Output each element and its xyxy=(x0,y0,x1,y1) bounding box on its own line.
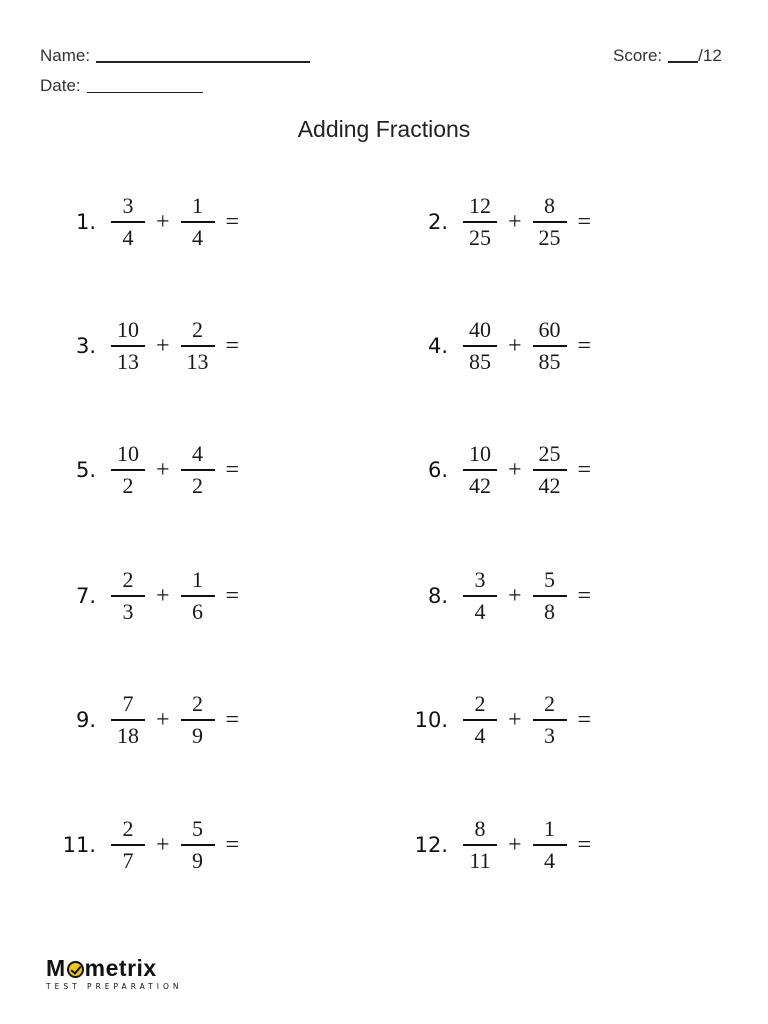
plus-sign: + xyxy=(508,456,522,483)
plus-sign: + xyxy=(508,706,522,733)
problem-11 xyxy=(40,815,247,875)
numerator: 40 xyxy=(469,317,491,343)
numerator: 3 xyxy=(122,193,134,219)
numerator: 8 xyxy=(544,193,556,219)
denominator: 85 xyxy=(538,348,561,374)
fraction-b xyxy=(530,441,570,499)
fraction-b xyxy=(178,317,218,375)
fraction-b xyxy=(178,567,218,625)
fraction-bar xyxy=(111,595,145,597)
fraction-a xyxy=(460,193,500,251)
fraction-bar xyxy=(111,345,145,347)
fraction-a xyxy=(460,691,500,749)
problem-7 xyxy=(40,566,247,626)
header-fields xyxy=(40,36,310,96)
problem-5 xyxy=(40,440,247,500)
denominator: 13 xyxy=(117,348,139,374)
equals-sign: = xyxy=(577,582,592,609)
plus-sign: + xyxy=(156,332,170,359)
fraction-bar xyxy=(181,469,215,471)
numerator: 2 xyxy=(474,691,486,717)
fraction-bar xyxy=(111,221,145,223)
fraction-bar xyxy=(463,469,497,471)
fraction-a xyxy=(460,441,500,499)
fraction-a xyxy=(108,691,148,749)
fraction-b xyxy=(530,816,570,874)
numerator: 4 xyxy=(192,441,204,467)
problem-number: 10. xyxy=(414,708,448,732)
numerator: 5 xyxy=(544,567,556,593)
fraction-bar xyxy=(111,469,145,471)
numerator: 10 xyxy=(117,441,139,467)
date-label: Date: xyxy=(40,76,81,95)
denominator: 4 xyxy=(474,598,486,624)
fraction-bar xyxy=(533,595,567,597)
date-blank-line xyxy=(87,92,203,93)
equals-sign: = xyxy=(577,456,592,483)
score-blank-line xyxy=(668,61,698,63)
problem-number: 5. xyxy=(75,458,96,482)
fraction-bar xyxy=(463,221,497,223)
fraction-bar xyxy=(463,844,497,846)
page-title: Adding Fractions xyxy=(297,116,471,142)
denominator: 4 xyxy=(122,224,134,250)
fraction-bar xyxy=(533,844,567,846)
fraction-b xyxy=(178,441,218,499)
fraction-bar xyxy=(111,844,145,846)
fraction-bar xyxy=(463,719,497,721)
fraction-bar xyxy=(533,469,567,471)
numerator: 10 xyxy=(469,441,491,467)
denominator: 6 xyxy=(192,598,204,624)
fraction-a xyxy=(460,317,500,375)
fraction-b xyxy=(530,691,570,749)
fraction-bar xyxy=(181,345,215,347)
denominator: 7 xyxy=(122,847,134,873)
denominator: 9 xyxy=(192,722,204,748)
numerator: 3 xyxy=(474,567,486,593)
fraction-b xyxy=(530,317,570,375)
date-row xyxy=(40,66,310,96)
name-blank-line xyxy=(96,61,310,63)
fraction-bar xyxy=(533,345,567,347)
problem-3 xyxy=(40,316,247,376)
denominator: 4 xyxy=(192,224,204,250)
equals-sign: = xyxy=(577,332,592,359)
problem-9 xyxy=(40,690,247,750)
problem-number: 11. xyxy=(62,833,96,857)
fraction-a xyxy=(460,816,500,874)
denominator: 13 xyxy=(186,348,209,374)
fraction-b xyxy=(178,816,218,874)
denominator: 2 xyxy=(192,472,204,498)
denominator: 3 xyxy=(544,722,556,748)
problem-1 xyxy=(40,192,247,252)
numerator: 2 xyxy=(192,691,204,717)
score-row xyxy=(613,36,722,66)
equals-sign: = xyxy=(225,831,240,858)
equals-sign: = xyxy=(225,582,240,609)
problem-number: 8. xyxy=(427,584,448,608)
problem-number: 12. xyxy=(414,833,448,857)
numerator: 2 xyxy=(122,816,134,842)
fraction-b xyxy=(530,193,570,251)
equals-sign: = xyxy=(577,706,592,733)
fraction-b xyxy=(178,193,218,251)
plus-sign: + xyxy=(156,706,170,733)
numerator: 8 xyxy=(474,816,486,842)
denominator: 11 xyxy=(469,847,491,873)
denominator: 42 xyxy=(538,472,561,498)
fraction-bar xyxy=(533,719,567,721)
equals-sign: = xyxy=(225,332,240,359)
problem-8 xyxy=(392,566,599,626)
fraction-bar xyxy=(181,719,215,721)
denominator: 9 xyxy=(192,847,204,873)
fraction-a xyxy=(460,567,500,625)
numerator: 12 xyxy=(469,193,491,219)
plus-sign: + xyxy=(156,831,170,858)
name-label: Name: xyxy=(40,46,91,65)
numerator: 5 xyxy=(192,816,204,842)
numerator: 2 xyxy=(192,317,204,343)
denominator: 4 xyxy=(544,847,556,873)
numerator: 10 xyxy=(117,317,139,343)
numerator: 60 xyxy=(538,317,561,343)
plus-sign: + xyxy=(508,831,522,858)
score-label: Score: xyxy=(613,46,663,65)
logo-tagline: TEST PREPARATION xyxy=(46,982,183,991)
checkmark-o-icon xyxy=(67,961,84,978)
problem-number: 4. xyxy=(427,334,448,358)
denominator: 42 xyxy=(469,472,491,498)
problem-number: 7. xyxy=(75,584,96,608)
denominator: 25 xyxy=(469,224,491,250)
fraction-bar xyxy=(181,221,215,223)
problem-12 xyxy=(392,815,599,875)
equals-sign: = xyxy=(577,831,592,858)
name-row xyxy=(40,36,310,66)
problem-number: 6. xyxy=(427,458,448,482)
fraction-a xyxy=(108,816,148,874)
plus-sign: + xyxy=(508,582,522,609)
fraction-a xyxy=(108,193,148,251)
plus-sign: + xyxy=(156,582,170,609)
numerator: 7 xyxy=(122,691,134,717)
fraction-b xyxy=(530,567,570,625)
problem-6 xyxy=(392,440,599,500)
denominator: 2 xyxy=(122,472,134,498)
fraction-a xyxy=(108,567,148,625)
plus-sign: + xyxy=(156,456,170,483)
problem-number: 9. xyxy=(75,708,96,732)
numerator: 1 xyxy=(192,193,204,219)
fraction-bar xyxy=(533,221,567,223)
problem-number: 1. xyxy=(75,210,96,234)
problem-number: 3. xyxy=(75,334,96,358)
numerator: 2 xyxy=(122,567,134,593)
numerator: 1 xyxy=(192,567,204,593)
equals-sign: = xyxy=(225,456,240,483)
denominator: 8 xyxy=(544,598,556,624)
denominator: 18 xyxy=(117,722,139,748)
problem-2 xyxy=(392,192,599,252)
fraction-bar xyxy=(111,719,145,721)
fraction-bar xyxy=(463,345,497,347)
equals-sign: = xyxy=(577,208,592,235)
fraction-bar xyxy=(181,595,215,597)
equals-sign: = xyxy=(225,706,240,733)
plus-sign: + xyxy=(156,208,170,235)
denominator: 25 xyxy=(538,224,561,250)
problem-10 xyxy=(392,690,599,750)
plus-sign: + xyxy=(508,332,522,359)
fraction-a xyxy=(108,317,148,375)
logo-wordmark: M metrix xyxy=(46,955,157,981)
denominator: 4 xyxy=(474,722,486,748)
denominator: 85 xyxy=(469,348,491,374)
mometrix-logo xyxy=(46,956,182,991)
equals-sign: = xyxy=(225,208,240,235)
fraction-bar xyxy=(463,595,497,597)
score-total: /12 xyxy=(698,46,722,65)
fraction-bar xyxy=(181,844,215,846)
problem-4 xyxy=(392,316,599,376)
numerator: 25 xyxy=(538,441,561,467)
fraction-a xyxy=(108,441,148,499)
numerator: 2 xyxy=(544,691,556,717)
problem-number: 2. xyxy=(427,210,448,234)
denominator: 3 xyxy=(122,598,134,624)
numerator: 1 xyxy=(544,816,556,842)
fraction-b xyxy=(178,691,218,749)
plus-sign: + xyxy=(508,208,522,235)
